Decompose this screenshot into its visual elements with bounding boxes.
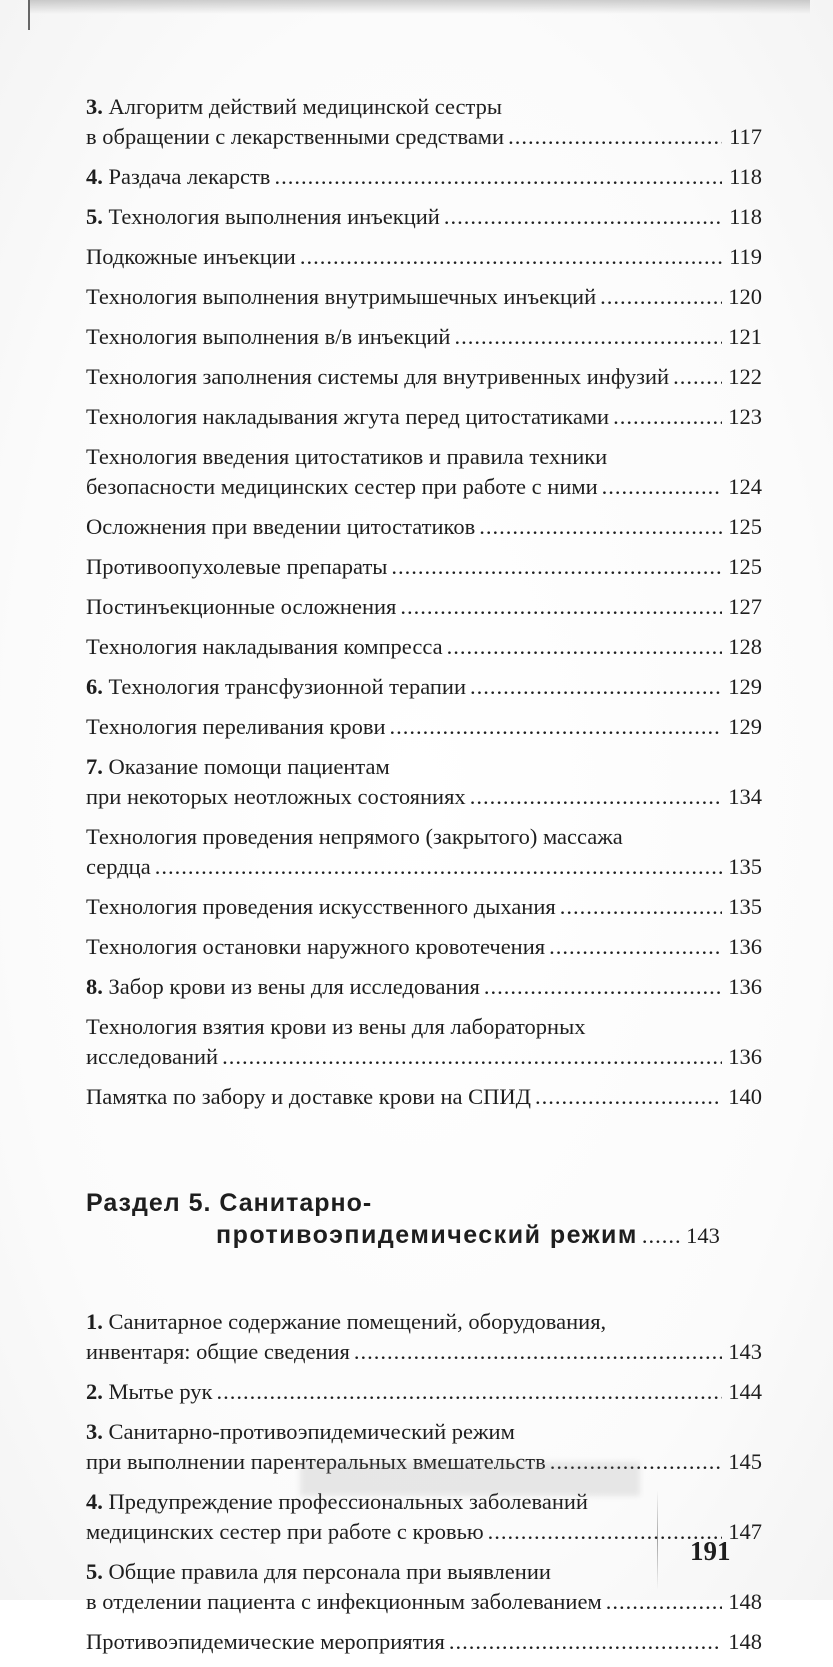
toc-entry (86, 632, 762, 662)
toc-entry-number: 2. (86, 1379, 103, 1404)
toc-entry-page: 118 (729, 204, 762, 229)
toc-entry-text: Технология остановки наружного кровотечения (86, 934, 546, 959)
toc-entry (86, 712, 762, 742)
toc-entry-title (86, 162, 270, 192)
toc-entry-text: Осложнения при введении цитостатиков (86, 514, 476, 539)
toc-entry-line (86, 752, 762, 782)
toc-entry-line (86, 1307, 762, 1337)
toc-entry-line (86, 822, 762, 852)
toc-entry-title (86, 552, 387, 582)
leader-dots (354, 1337, 722, 1367)
toc-entry-title (86, 322, 450, 352)
toc-entry-text: Противоопухолевые препараты (86, 554, 388, 579)
toc-entry-title (86, 1517, 484, 1547)
toc-entry-text: Предупреждение профессиональных заболеваний (108, 1489, 588, 1514)
toc-entry-text: Технология введения цитостатиков и правила техники (86, 444, 608, 469)
toc-entry (86, 282, 762, 312)
toc-entry-title (86, 1587, 602, 1617)
toc-entry (86, 1557, 762, 1617)
toc-entry (86, 442, 762, 502)
toc-entry-page: 136 (728, 974, 762, 999)
toc-entry-page: 120 (728, 284, 762, 309)
toc-entry-title (86, 1377, 212, 1407)
toc-entry-text: при выполнении парентеральных вмешательств (86, 1449, 546, 1474)
scan-edge-shadow (30, 0, 810, 14)
toc-entry-text: сердца (86, 854, 151, 879)
toc-entry-last-line (86, 122, 762, 152)
toc-entry-last-line (86, 1337, 762, 1367)
toc-entry-text: в отделении пациента с инфекционным заболеванием (86, 1589, 602, 1614)
leader-dots (390, 712, 722, 742)
toc-entry-line (86, 1417, 762, 1447)
toc-entry-text: Оказание помощи пациентам (108, 754, 390, 779)
leader-dots (444, 202, 722, 232)
toc-entry-text: Технология выполнения в/в инъекций (86, 324, 451, 349)
toc-entry-text: Санитарное содержание помещений, оборудования, (108, 1309, 607, 1334)
toc-entry-number: 5. (86, 1559, 103, 1584)
toc-entry-title (86, 1627, 445, 1657)
toc-entry-last-line (86, 672, 762, 702)
toc-entry (86, 1487, 762, 1547)
toc-entry-text: Технология заполнения системы для внутривенных инфузий (86, 364, 670, 389)
toc-entry-text: Санитарно-противоэпидемический режим (108, 1419, 515, 1444)
toc-entry-title (86, 592, 396, 622)
toc-entry-last-line (86, 322, 762, 352)
toc-entry-page: 121 (728, 324, 762, 349)
toc-entry-last-line (86, 852, 762, 882)
toc-entry-number: 8. (86, 974, 103, 999)
toc-entry-page: 122 (728, 364, 762, 389)
toc-entry-title (86, 472, 598, 502)
toc-entry-last-line (86, 472, 762, 502)
leader-dots (216, 1377, 722, 1407)
toc-entry-last-line (86, 362, 762, 392)
leader-dots (508, 122, 722, 152)
toc-entry-text: Забор крови из вены для исследования (108, 974, 480, 999)
leader-dots (606, 1587, 722, 1617)
toc-entry-last-line (86, 1587, 762, 1617)
toc-entry-text: Технология проведения искусственного дыхания (86, 894, 556, 919)
toc-entry-number: 1. (86, 1309, 103, 1334)
toc-entry (86, 362, 762, 392)
toc-entry-number: 3. (86, 1419, 103, 1444)
leader-dots (484, 972, 722, 1002)
toc-entry-title (86, 932, 545, 962)
toc-entry-number: 6. (86, 674, 103, 699)
toc-entry-text: Противоэпидемические мероприятия (86, 1629, 445, 1654)
toc-entry-page: 127 (728, 594, 762, 619)
toc-entry-text: Памятка по забору и доставке крови на СПИД (86, 1084, 532, 1109)
toc-entry-last-line (86, 552, 762, 582)
toc-entry (86, 512, 762, 542)
toc-entry-page: 143 (728, 1339, 762, 1364)
toc-entry (86, 932, 762, 962)
leader-dots (673, 362, 722, 392)
toc-entry (86, 242, 762, 272)
toc-entry (86, 1377, 762, 1407)
toc-entry (86, 752, 762, 812)
toc-entry-title (86, 402, 609, 432)
section-page-number: 143 (686, 1223, 720, 1248)
toc-entry-title (86, 1082, 531, 1112)
leader-dots (274, 162, 722, 192)
toc-entry-number: 3. (86, 94, 103, 119)
toc-entry-page: 128 (728, 634, 762, 659)
toc-entry-title (86, 892, 556, 922)
toc-entry-title (86, 362, 669, 392)
toc-entry-page: 135 (728, 854, 762, 879)
toc-entry-line (86, 1557, 762, 1587)
toc-entry-page: 118 (729, 164, 762, 189)
leader-dots (391, 552, 722, 582)
toc-entry-title (86, 852, 151, 882)
toc-entry-text: Технология проведения непрямого (закрытого) массажа (86, 824, 623, 849)
toc-entry-title (86, 1042, 218, 1072)
toc-entry-title (86, 972, 480, 1002)
toc-entry-page: 125 (728, 514, 762, 539)
leader-dots (602, 472, 722, 502)
toc-entry (86, 92, 762, 152)
toc-entry-last-line (86, 162, 762, 192)
toc-entry-last-line (86, 282, 762, 312)
leader-dots (549, 932, 722, 962)
toc-entry-title (86, 1337, 350, 1367)
toc-entry-last-line (86, 202, 762, 232)
toc-entry-text: при некоторых неотложных состояниях (86, 784, 466, 809)
toc-entry-page: 140 (728, 1084, 762, 1109)
toc-entry (86, 1082, 762, 1112)
leader-dots (535, 1082, 722, 1112)
toc-entry (86, 552, 762, 582)
toc-entry-text: Технология накладывания компресса (86, 634, 443, 659)
toc-entry (86, 672, 762, 702)
toc-entry (86, 1307, 762, 1367)
toc-entry (86, 972, 762, 1002)
toc-entry-title (86, 712, 386, 742)
toc-entry-text: Мытье рук (108, 1379, 213, 1404)
toc-entry-text: в обращении с лекарственными средствами (86, 124, 505, 149)
toc-entry-text: безопасности медицинских сестер при работе с ними (86, 474, 598, 499)
toc-entry (86, 892, 762, 922)
toc-entry (86, 822, 762, 882)
toc-entry-page: 144 (728, 1379, 762, 1404)
toc-entry-last-line (86, 1082, 762, 1112)
toc-entry-text: Раздача лекарств (108, 164, 271, 189)
section-title-line2-row (86, 1220, 762, 1251)
toc-entry-text: Алгоритм действий медицинской сестры (108, 94, 503, 119)
toc-entry-last-line (86, 1517, 762, 1547)
leader-dots (470, 672, 722, 702)
toc-entry-last-line (86, 512, 762, 542)
toc-entry-page: 125 (728, 554, 762, 579)
toc-entry-page: 123 (728, 404, 762, 429)
section-heading (86, 1186, 762, 1251)
toc-entry-last-line (86, 712, 762, 742)
toc-entry-title (86, 782, 466, 812)
toc-entry-page: 136 (728, 1044, 762, 1069)
toc-entry-title (86, 672, 466, 702)
toc-entry (86, 592, 762, 622)
toc-entry-line (86, 442, 762, 472)
scan-edge-mark (28, 0, 30, 30)
leader-dots (488, 1517, 722, 1547)
toc-entry-last-line (86, 932, 762, 962)
leader-dots (222, 1042, 722, 1072)
toc-entry-page: 129 (728, 714, 762, 739)
toc-entry-page: 135 (728, 894, 762, 919)
toc-entry-text: исследований (86, 1044, 219, 1069)
toc-entry-number: 4. (86, 1489, 103, 1514)
toc-entry-title (86, 282, 596, 312)
toc-entry-number: 5. (86, 204, 103, 229)
toc-entry-title (86, 202, 440, 232)
toc-entry-page: 129 (728, 674, 762, 699)
leader-dots (155, 852, 722, 882)
leader-dots (447, 632, 722, 662)
toc-entry-last-line (86, 632, 762, 662)
toc-entry-last-line (86, 782, 762, 812)
toc-entry-title (86, 242, 296, 272)
toc-entry-title (86, 632, 443, 662)
toc-entry-text: инвентаря: общие сведения (86, 1339, 350, 1364)
toc-entry-text: Технология взятия крови из вены для лабораторных (86, 1014, 586, 1039)
toc-entry-number: 7. (86, 754, 103, 779)
toc-entry-last-line (86, 972, 762, 1002)
toc-entry-page: 145 (728, 1449, 762, 1474)
toc-entry-last-line (86, 1627, 762, 1657)
toc-entry-last-line (86, 242, 762, 272)
toc-entry-line (86, 1012, 762, 1042)
toc-entry-page: 148 (728, 1589, 762, 1614)
toc-entry-text: Общие правила для персонала при выявлении (108, 1559, 551, 1584)
toc-entry-text: Постинъекционные осложнения (86, 594, 397, 619)
toc-entry (86, 1627, 762, 1657)
toc-group-part1 (86, 92, 762, 1112)
leader-dots (479, 512, 722, 542)
toc-entry-title (86, 512, 475, 542)
toc-entry (86, 1012, 762, 1072)
leader-dots (613, 402, 722, 432)
toc-entry-text: Подкожные инъекции (86, 244, 296, 269)
leader-dots (600, 282, 722, 312)
leader-dots (454, 322, 722, 352)
toc-entry-number: 4. (86, 164, 103, 189)
table-of-contents (86, 92, 762, 1667)
toc-entry-text: Технология выполнения внутримышечных инъекций (86, 284, 597, 309)
section-title-line2: противоэпидемический режим (216, 1221, 638, 1249)
toc-entry-last-line (86, 1377, 762, 1407)
leader-dots (560, 892, 722, 922)
toc-entry-text: медицинских сестер при работе с кровью (86, 1519, 484, 1544)
leader-dots (642, 1221, 680, 1251)
leader-dots (470, 782, 722, 812)
toc-entry-line (86, 92, 762, 122)
toc-entry-text: Технология трансфузионной терапии (108, 674, 467, 699)
toc-entry-title (86, 122, 504, 152)
toc-entry (86, 202, 762, 232)
toc-entry-page: 136 (728, 934, 762, 959)
toc-entry (86, 162, 762, 192)
section-title-line1: Раздел 5. Санитарно- (86, 1189, 373, 1217)
toc-entry-last-line (86, 1042, 762, 1072)
leader-dots (300, 242, 722, 272)
toc-entry-last-line (86, 402, 762, 432)
toc-entry-page: 147 (728, 1519, 762, 1544)
page-number: 191 (690, 1536, 731, 1566)
leader-dots (400, 592, 722, 622)
leader-dots (449, 1627, 722, 1657)
toc-entry-page: 124 (728, 474, 762, 499)
scan-smudge (300, 1462, 640, 1496)
toc-entry (86, 322, 762, 352)
toc-entry-text: Технология переливания крови (86, 714, 386, 739)
toc-entry-page: 148 (728, 1629, 762, 1654)
toc-entry-page: 117 (729, 124, 762, 149)
toc-entry-page: 134 (728, 784, 762, 809)
toc-entry (86, 402, 762, 432)
toc-entry-page: 119 (729, 244, 762, 269)
toc-entry-text: Технология накладывания жгута перед цитостатиками (86, 404, 610, 429)
toc-entry-last-line (86, 592, 762, 622)
toc-entry-last-line (86, 892, 762, 922)
toc-entry-text: Технология выполнения инъекций (108, 204, 440, 229)
